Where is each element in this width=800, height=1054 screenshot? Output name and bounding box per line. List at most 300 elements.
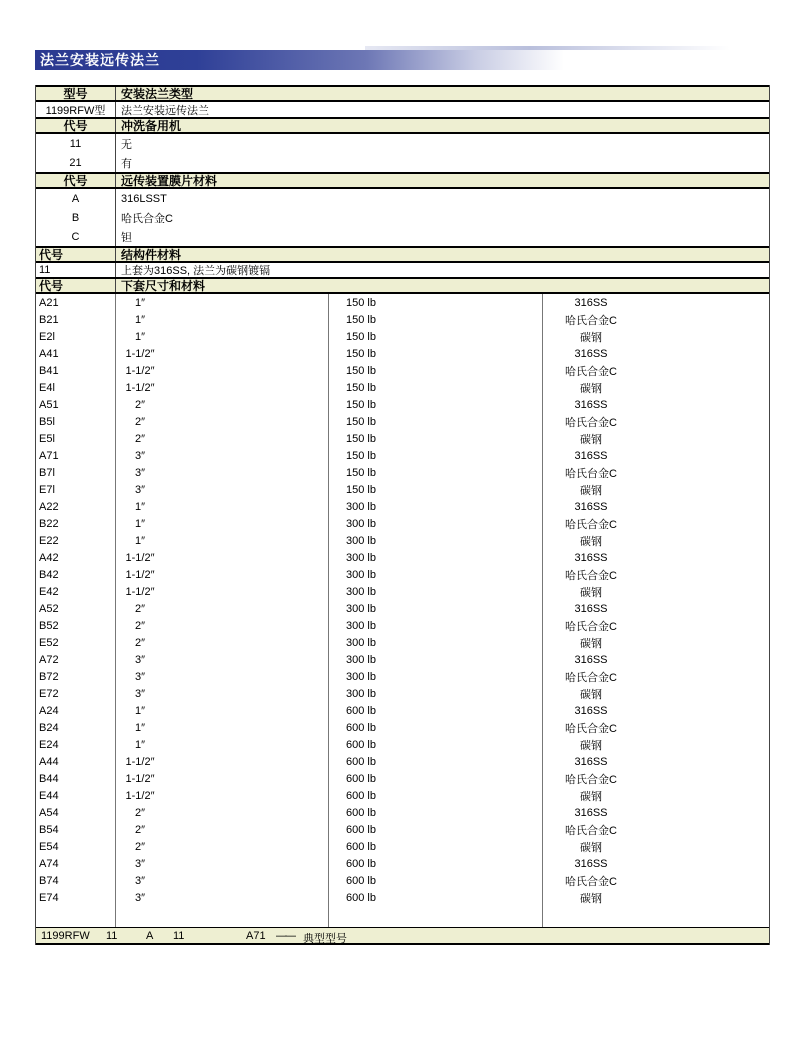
material-cell — [543, 889, 769, 906]
material-cell — [543, 396, 769, 413]
table-row — [36, 362, 769, 379]
size-value: 3″ — [134, 653, 145, 666]
rating-cell: 150 lb — [329, 311, 543, 328]
material-cell — [543, 736, 769, 753]
table-row — [36, 702, 769, 719]
size-cell — [116, 770, 329, 787]
section-header-flush — [36, 117, 769, 134]
material-value: 哈氏合金C — [565, 569, 617, 582]
table-row — [36, 345, 769, 362]
material-value: 碳钢 — [580, 586, 602, 599]
rating-cell: 600 lb — [329, 753, 543, 770]
table-row — [36, 134, 769, 153]
table-row — [36, 311, 769, 328]
size-value: 1″ — [134, 738, 145, 751]
rating-cell: 600 lb — [329, 719, 543, 736]
header-cell-lower-desc: 下套尺寸和材料 — [121, 279, 206, 293]
material-value: 316SS — [574, 806, 608, 819]
code-cell: E74 — [36, 889, 116, 906]
table-row — [36, 804, 769, 821]
material-cell — [543, 430, 769, 447]
rating-cell: 300 lb — [329, 685, 543, 702]
table-row — [36, 294, 769, 311]
rating-cell: 600 lb — [329, 821, 543, 838]
material-value: 316SS — [574, 500, 608, 513]
code-cell: B54 — [36, 821, 116, 838]
material-cell — [543, 600, 769, 617]
code-cell: B41 — [36, 362, 116, 379]
table-row — [36, 447, 769, 464]
size-cell — [116, 311, 329, 328]
material-cell — [543, 447, 769, 464]
size-value: 1″ — [134, 313, 145, 326]
size-value: 2″ — [134, 415, 145, 428]
typical-model-dash: —— — [276, 930, 294, 942]
table-row — [36, 413, 769, 430]
material-value: 316SS — [574, 347, 608, 360]
material-cell — [543, 498, 769, 515]
size-cell — [116, 413, 329, 430]
table-row — [36, 770, 769, 787]
material-value: 316SS — [574, 551, 608, 564]
size-value: 3″ — [134, 857, 145, 870]
material-cell — [543, 651, 769, 668]
title-accent-strip — [365, 46, 730, 50]
rating-cell: 600 lb — [329, 804, 543, 821]
rating-cell: 150 lb — [329, 447, 543, 464]
material-value: 316SS — [574, 449, 608, 462]
material-cell — [543, 753, 769, 770]
rating-cell: 150 lb — [329, 413, 543, 430]
rating-cell: 600 lb — [329, 855, 543, 872]
material-cell — [543, 345, 769, 362]
rating-cell: 300 lb — [329, 600, 543, 617]
desc-cell: 316LSST — [121, 192, 167, 205]
size-value: 2″ — [134, 602, 145, 615]
code-cell: 1199RFW型 — [36, 102, 116, 117]
table-row — [36, 263, 769, 277]
material-value: 碳钢 — [580, 790, 602, 803]
size-value: 1-1/2″ — [125, 755, 155, 768]
typical-diaphragm-code: A — [146, 930, 154, 942]
header-cell-diaphragm-code: 代号 — [36, 174, 116, 187]
desc-cell: 有 — [121, 157, 132, 170]
size-value: 3″ — [134, 891, 145, 904]
code-cell: E5l — [36, 430, 116, 447]
table-row — [36, 153, 769, 172]
material-value: 碳钢 — [580, 688, 602, 701]
material-cell — [543, 515, 769, 532]
size-value: 2″ — [134, 840, 145, 853]
header-cell-structural-code: 代号 — [36, 248, 116, 261]
material-cell — [543, 413, 769, 430]
code-cell: B72 — [36, 668, 116, 685]
size-value: 2″ — [134, 806, 145, 819]
material-value: 哈氏合金C — [565, 722, 617, 735]
code-cell: E44 — [36, 787, 116, 804]
code-cell: E2l — [36, 328, 116, 345]
size-cell — [116, 702, 329, 719]
size-cell — [116, 838, 329, 855]
material-cell — [543, 668, 769, 685]
code-cell: B5l — [36, 413, 116, 430]
rating-cell: 150 lb — [329, 345, 543, 362]
size-cell — [116, 345, 329, 362]
section-header-lower-housing — [36, 277, 769, 294]
material-value: 哈氏台金C — [565, 467, 617, 480]
code-cell: A51 — [36, 396, 116, 413]
material-value: 316SS — [574, 653, 608, 666]
size-cell — [116, 430, 329, 447]
size-value: 1″ — [134, 534, 145, 547]
header-cell-lower-code: 代号 — [36, 279, 116, 292]
rating-cell: 600 lb — [329, 770, 543, 787]
size-value: 1″ — [134, 704, 145, 717]
table-row — [36, 515, 769, 532]
material-value: 碳钢 — [580, 637, 602, 650]
material-value: 哈氏合金C — [565, 365, 617, 378]
section-rows-model — [36, 102, 769, 117]
size-cell — [116, 668, 329, 685]
size-cell — [116, 617, 329, 634]
material-value: 316SS — [574, 296, 608, 309]
table-row — [36, 753, 769, 770]
code-cell: A44 — [36, 753, 116, 770]
material-cell — [543, 634, 769, 651]
table-row — [36, 821, 769, 838]
table-row — [36, 600, 769, 617]
rating-cell: 300 lb — [329, 515, 543, 532]
size-cell — [116, 566, 329, 583]
code-cell: B44 — [36, 770, 116, 787]
section-rows-flush — [36, 134, 769, 172]
table-row — [36, 396, 769, 413]
code-cell: E42 — [36, 583, 116, 600]
ordering-spec-table — [35, 85, 770, 945]
size-value: 2″ — [134, 823, 145, 836]
code-cell: 11 — [36, 263, 116, 277]
code-cell: E22 — [36, 532, 116, 549]
code-cell: B52 — [36, 617, 116, 634]
material-value: 碳钢 — [580, 535, 602, 548]
size-cell — [116, 736, 329, 753]
size-cell — [116, 600, 329, 617]
material-cell — [543, 804, 769, 821]
material-value: 哈氏合金C — [565, 416, 617, 429]
code-cell: A41 — [36, 345, 116, 362]
size-value: 3″ — [134, 670, 145, 683]
rating-cell: 150 lb — [329, 396, 543, 413]
material-cell — [543, 685, 769, 702]
table-row — [36, 227, 769, 246]
material-cell — [543, 481, 769, 498]
code-cell: A22 — [36, 498, 116, 515]
material-value: 316SS — [574, 755, 608, 768]
page-title: 法兰安装远传法兰 — [35, 50, 770, 70]
table-row — [36, 498, 769, 515]
rating-cell: 150 lb — [329, 430, 543, 447]
section-header-structural — [36, 246, 769, 263]
table-row — [36, 583, 769, 600]
size-value: 1-1/2″ — [125, 772, 155, 785]
size-value: 3″ — [134, 449, 145, 462]
code-cell: A54 — [36, 804, 116, 821]
title-bar — [35, 50, 770, 70]
size-cell — [116, 379, 329, 396]
size-value: 1″ — [134, 517, 145, 530]
material-value: 哈氏合金C — [565, 875, 617, 888]
size-value: 1-1/2″ — [125, 568, 155, 581]
material-value: 碳钢 — [580, 739, 602, 752]
code-cell: 11 — [36, 134, 116, 153]
rating-cell: 150 lb — [329, 464, 543, 481]
code-cell: E52 — [36, 634, 116, 651]
header-cell-structural-desc: 结构件材料 — [121, 248, 182, 262]
material-cell — [543, 855, 769, 872]
material-value: 碳钢 — [580, 331, 602, 344]
size-value: 1-1/2″ — [125, 364, 155, 377]
size-value: 1-1/2″ — [125, 585, 155, 598]
section-header-diaphragm — [36, 172, 769, 189]
size-cell — [116, 328, 329, 345]
size-value: 3″ — [134, 483, 145, 496]
table-row — [36, 102, 769, 117]
desc-cell: 法兰安装远传法兰 — [121, 104, 209, 117]
table-row — [36, 889, 769, 906]
code-cell: A24 — [36, 702, 116, 719]
rating-cell: 600 lb — [329, 736, 543, 753]
rating-cell: 300 lb — [329, 498, 543, 515]
header-cell-model-code: 型号 — [36, 87, 116, 100]
table-row — [36, 634, 769, 651]
table-row — [36, 685, 769, 702]
material-cell — [543, 838, 769, 855]
table-row — [36, 430, 769, 447]
material-value: 碳钢 — [580, 484, 602, 497]
desc-cell: 哈氏合金C — [121, 212, 173, 225]
size-value: 3″ — [134, 466, 145, 479]
table-row — [36, 532, 769, 549]
size-value: 1″ — [134, 296, 145, 309]
size-value: 1″ — [134, 500, 145, 513]
material-value: 哈氏合金C — [565, 824, 617, 837]
lower-housing-table — [36, 294, 769, 906]
table-row — [36, 481, 769, 498]
material-cell — [543, 549, 769, 566]
size-cell — [116, 515, 329, 532]
size-cell — [116, 855, 329, 872]
material-cell — [543, 566, 769, 583]
rating-cell: 600 lb — [329, 889, 543, 906]
rating-cell: 150 lb — [329, 481, 543, 498]
rating-cell: 300 lb — [329, 651, 543, 668]
material-value: 哈氏合金C — [565, 773, 617, 786]
header-cell-model-desc: 安装法兰类型 — [121, 87, 194, 101]
typical-lower-code: A71 — [246, 930, 266, 942]
material-cell — [543, 328, 769, 345]
table-row — [36, 208, 769, 227]
rating-cell: 600 lb — [329, 838, 543, 855]
table-row — [36, 838, 769, 855]
typical-model-label: 典型型号 — [303, 933, 347, 945]
section-rows-structural — [36, 263, 769, 277]
header-cell-flush-desc: 冲洗备用机 — [121, 119, 182, 133]
material-cell — [543, 583, 769, 600]
table-row — [36, 787, 769, 804]
table-row — [36, 549, 769, 566]
table-row — [36, 189, 769, 208]
size-cell — [116, 549, 329, 566]
size-value: 2″ — [134, 398, 145, 411]
material-cell — [543, 464, 769, 481]
desc-cell: 无 — [121, 138, 132, 151]
size-value: 1-1/2″ — [125, 789, 155, 802]
table-filler-row — [36, 906, 769, 927]
table-row — [36, 872, 769, 889]
table-row — [36, 855, 769, 872]
size-cell — [116, 872, 329, 889]
size-cell — [116, 532, 329, 549]
code-cell: A42 — [36, 549, 116, 566]
material-value: 碳钢 — [580, 433, 602, 446]
size-cell — [116, 889, 329, 906]
size-cell — [116, 294, 329, 311]
material-cell — [543, 872, 769, 889]
material-value: 哈氏合金C — [565, 314, 617, 327]
size-cell — [116, 498, 329, 515]
material-cell — [543, 719, 769, 736]
size-cell — [116, 634, 329, 651]
section-rows-diaphragm — [36, 189, 769, 246]
size-cell — [116, 362, 329, 379]
material-cell — [543, 362, 769, 379]
desc-cell: 钽 — [121, 231, 132, 244]
document-page — [35, 50, 770, 945]
material-cell — [543, 702, 769, 719]
material-value: 哈氏合金C — [565, 518, 617, 531]
code-cell: B7l — [36, 464, 116, 481]
size-cell — [116, 719, 329, 736]
code-cell: B — [36, 208, 116, 227]
rating-cell: 300 lb — [329, 583, 543, 600]
size-value: 1-1/2″ — [125, 347, 155, 360]
size-cell — [116, 481, 329, 498]
size-value: 2″ — [134, 432, 145, 445]
code-cell: A71 — [36, 447, 116, 464]
typical-model-row — [36, 927, 769, 945]
table-row — [36, 379, 769, 396]
code-cell: A74 — [36, 855, 116, 872]
code-cell: E54 — [36, 838, 116, 855]
desc-cell: 上套为316SS, 法兰为碳钢镀镉 — [121, 265, 271, 277]
typical-flush-code: 11 — [106, 930, 118, 942]
code-cell: 21 — [36, 153, 116, 172]
code-cell: E24 — [36, 736, 116, 753]
size-cell — [116, 651, 329, 668]
material-cell — [543, 379, 769, 396]
material-value: 碳钢 — [580, 892, 602, 905]
material-value: 哈氏合金C — [565, 671, 617, 684]
size-value: 1″ — [134, 330, 145, 343]
code-cell: B42 — [36, 566, 116, 583]
material-cell — [543, 617, 769, 634]
rating-cell: 600 lb — [329, 787, 543, 804]
material-cell — [543, 770, 769, 787]
size-value: 1″ — [134, 721, 145, 734]
rating-cell: 600 lb — [329, 872, 543, 889]
header-cell-flush-code: 代号 — [36, 119, 116, 132]
code-cell: A — [36, 189, 116, 208]
size-cell — [116, 464, 329, 481]
size-value: 1-1/2″ — [125, 551, 155, 564]
code-cell: B24 — [36, 719, 116, 736]
typical-structural-code: 11 — [173, 930, 185, 942]
code-cell: B74 — [36, 872, 116, 889]
material-value: 316SS — [574, 857, 608, 870]
table-row — [36, 719, 769, 736]
code-cell: E72 — [36, 685, 116, 702]
material-value: 碳钢 — [580, 841, 602, 854]
size-cell — [116, 396, 329, 413]
size-cell — [116, 804, 329, 821]
rating-cell: 300 lb — [329, 549, 543, 566]
code-cell: A21 — [36, 294, 116, 311]
size-value: 3″ — [134, 874, 145, 887]
rating-cell: 300 lb — [329, 532, 543, 549]
material-value: 316SS — [574, 602, 608, 615]
material-value: 碳钢 — [580, 382, 602, 395]
code-cell: B21 — [36, 311, 116, 328]
size-cell — [116, 685, 329, 702]
code-cell: C — [36, 227, 116, 246]
typical-model-code: 1199RFW — [41, 930, 90, 942]
rating-cell: 300 lb — [329, 668, 543, 685]
table-row — [36, 651, 769, 668]
size-cell — [116, 583, 329, 600]
rating-cell: 150 lb — [329, 294, 543, 311]
size-cell — [116, 821, 329, 838]
size-cell — [116, 447, 329, 464]
table-row — [36, 566, 769, 583]
table-row — [36, 617, 769, 634]
material-cell — [543, 821, 769, 838]
size-cell — [116, 787, 329, 804]
header-cell-diaphragm-desc: 远传装置膜片材料 — [121, 174, 218, 188]
code-cell: E7l — [36, 481, 116, 498]
material-value: 哈氏合金C — [565, 620, 617, 633]
table-row — [36, 464, 769, 481]
table-row — [36, 736, 769, 753]
code-cell: B22 — [36, 515, 116, 532]
material-cell — [543, 294, 769, 311]
material-value: 316SS — [574, 398, 608, 411]
table-row — [36, 328, 769, 345]
size-value: 2″ — [134, 619, 145, 632]
size-value: 1-1/2″ — [125, 381, 155, 394]
material-value: 316SS — [574, 704, 608, 717]
rating-cell: 150 lb — [329, 362, 543, 379]
section-header-model — [36, 85, 769, 102]
size-value: 3″ — [134, 687, 145, 700]
material-cell — [543, 787, 769, 804]
rating-cell: 150 lb — [329, 328, 543, 345]
rating-cell: 300 lb — [329, 566, 543, 583]
code-cell: A72 — [36, 651, 116, 668]
material-cell — [543, 532, 769, 549]
rating-cell: 150 lb — [329, 379, 543, 396]
rating-cell: 600 lb — [329, 702, 543, 719]
code-cell: A52 — [36, 600, 116, 617]
